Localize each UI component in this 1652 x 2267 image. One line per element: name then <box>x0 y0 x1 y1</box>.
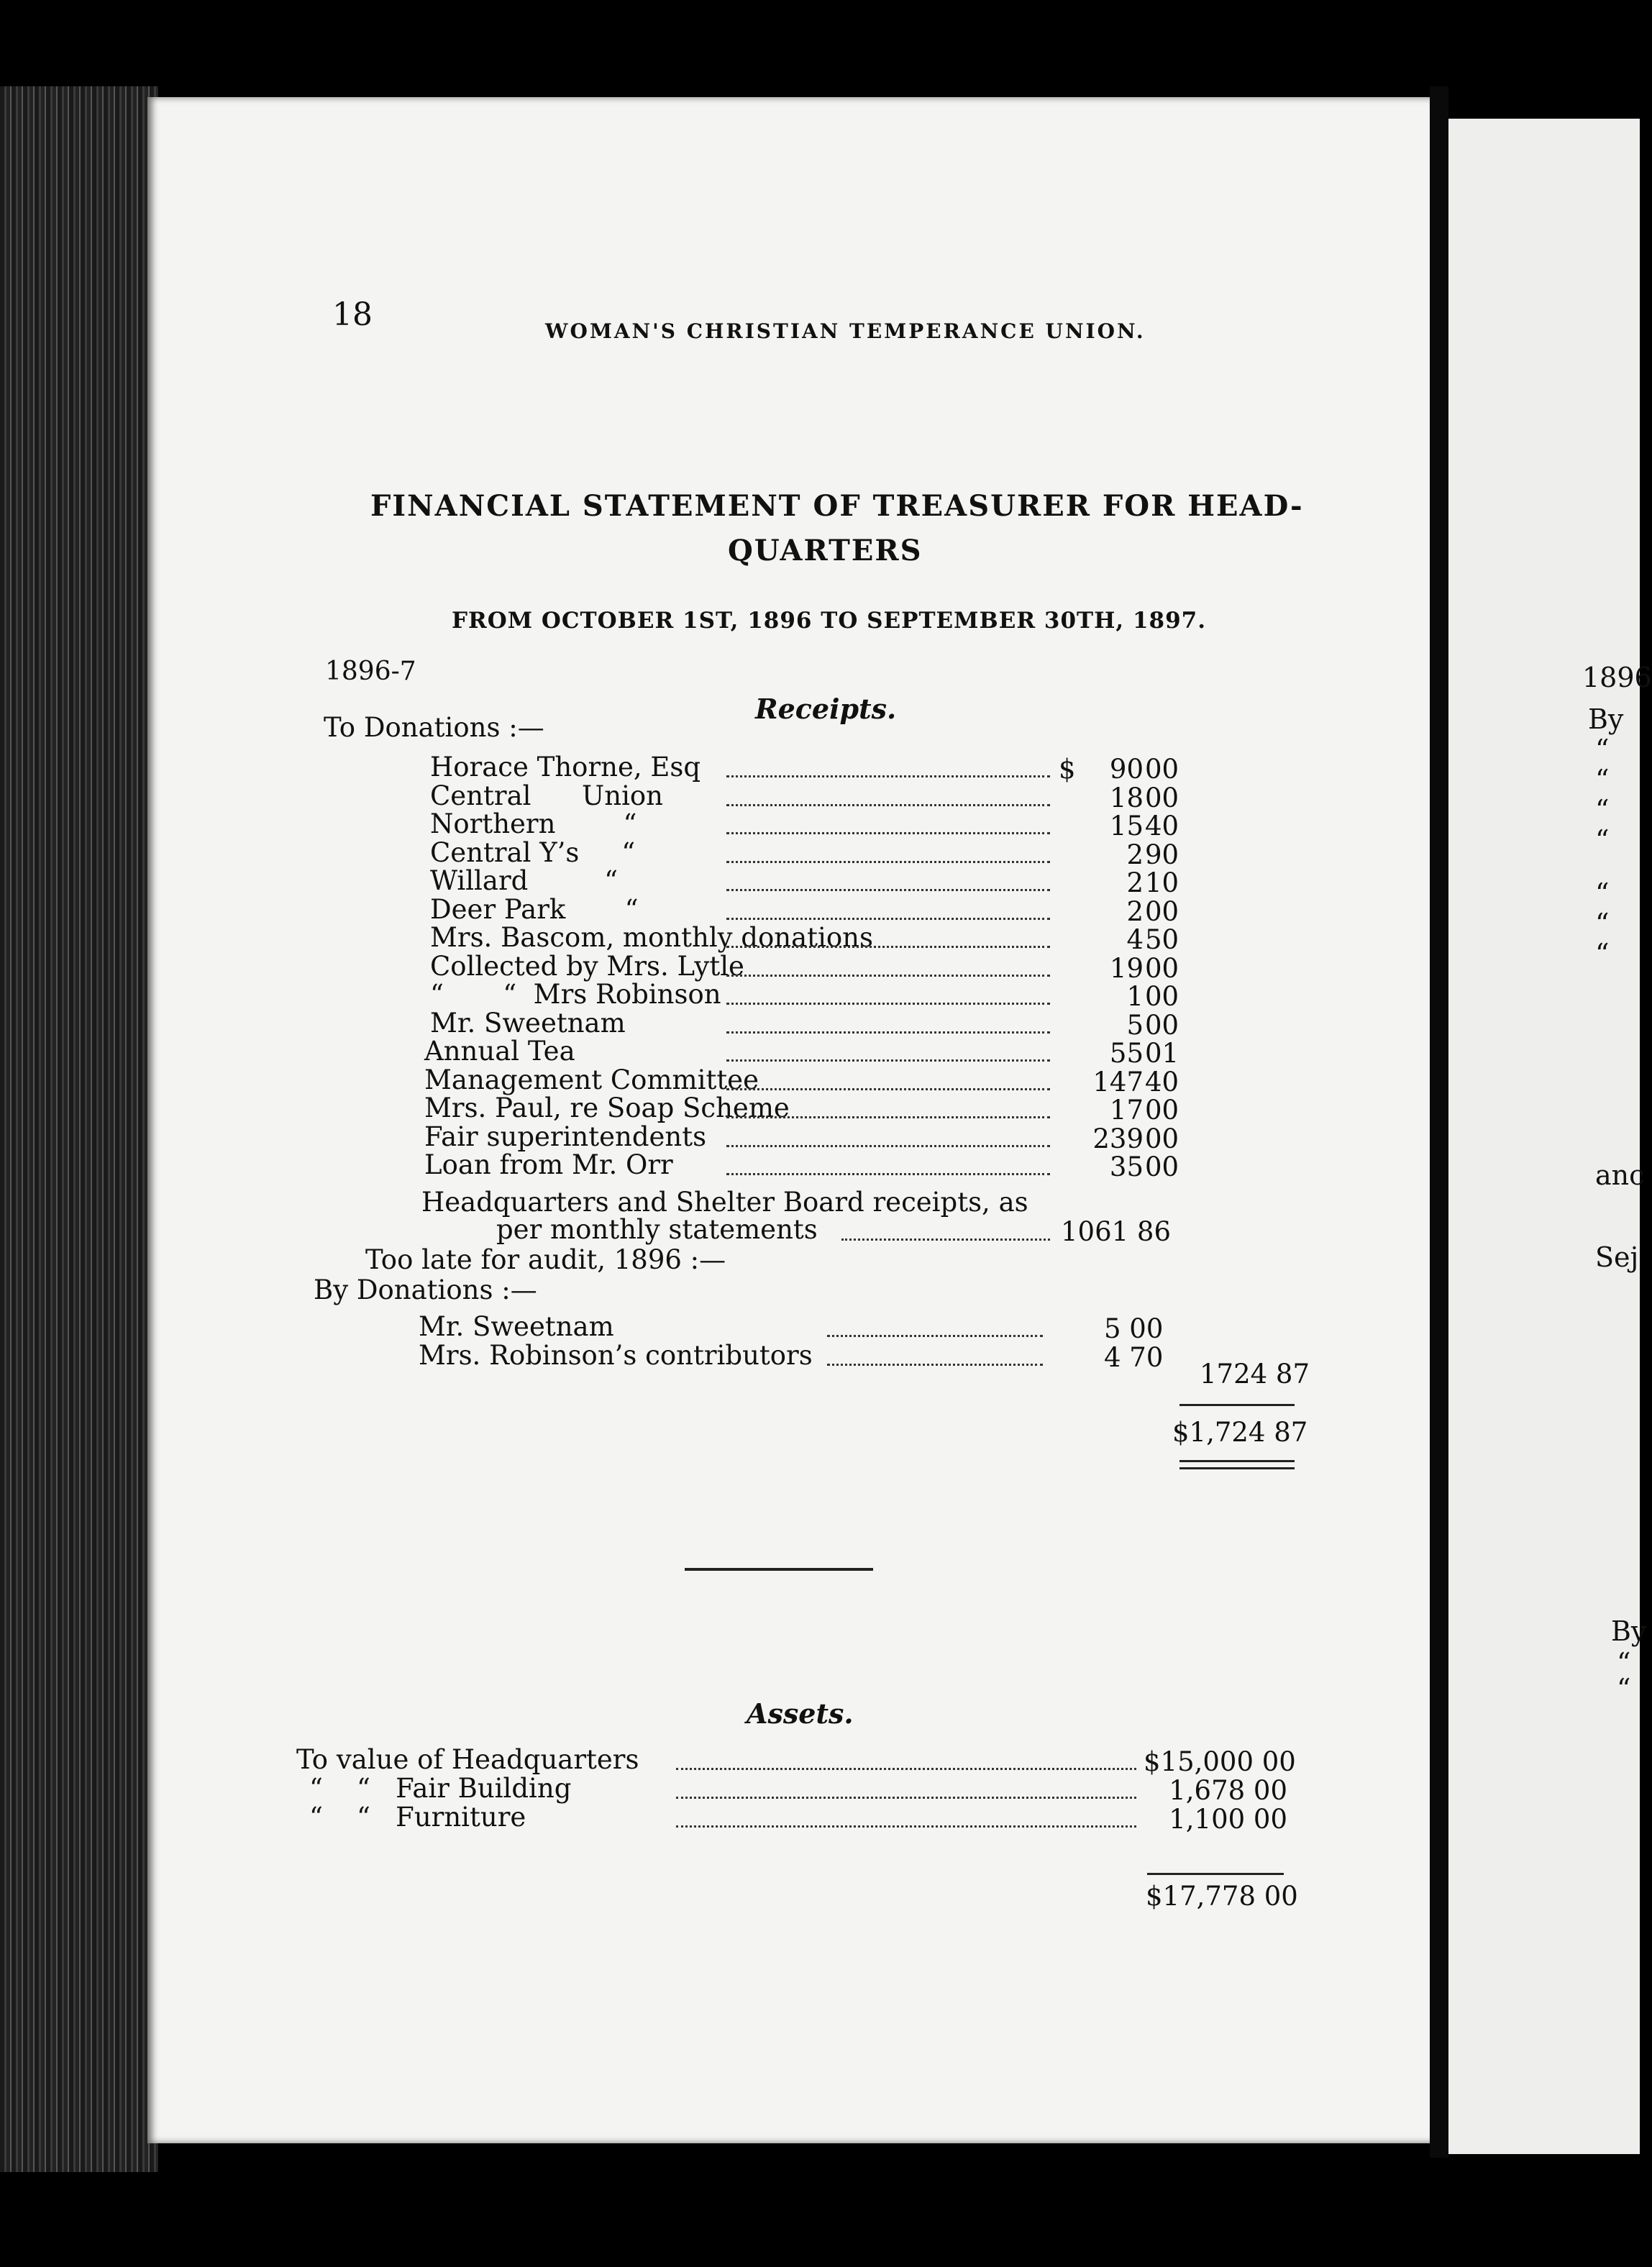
receipt-cents: 00 <box>1145 896 1179 927</box>
receipt-cents: 01 <box>1145 1038 1179 1069</box>
facing-page <box>1448 119 1640 2154</box>
receipt-dollars: 15 <box>1109 811 1144 841</box>
receipts-heading: Receipts. <box>755 693 897 725</box>
receipt-leader <box>726 832 1050 834</box>
asset-amount: $15,000 00 <box>1144 1746 1296 1777</box>
facing-page-fragment: “ <box>1595 908 1610 939</box>
receipt-leader <box>726 1059 1050 1062</box>
book-edge <box>0 86 158 2172</box>
subtitle: FROM OCTOBER 1ST, 1896 TO SEPTEMBER 30TH, 1897. <box>452 608 1207 634</box>
receipt-label: Willard “ <box>430 865 619 896</box>
receipt-label: Mrs. Bascom, monthly donations <box>430 922 873 953</box>
receipt-label: Horace Thorne, Esq <box>430 752 701 783</box>
facing-page-fragment: By <box>1611 1615 1647 1647</box>
facing-page-fragment: “ <box>1595 824 1610 856</box>
facing-page-year: 1896 <box>1582 662 1652 693</box>
receipt-dollars: 55 <box>1109 1038 1144 1069</box>
receipt-dollars: 18 <box>1109 783 1144 813</box>
receipt-cents: 40 <box>1145 811 1179 841</box>
by-donations-label: By Donations :— <box>314 1274 537 1305</box>
receipt-label: Central Union <box>430 780 664 811</box>
receipt-cents: 00 <box>1145 754 1179 785</box>
receipt-leader <box>726 975 1050 977</box>
late-item-leader <box>827 1364 1043 1366</box>
late-item-amount: 5 00 <box>1104 1313 1164 1344</box>
asset-amount: 1,678 00 <box>1169 1775 1287 1806</box>
book-gutter <box>1430 86 1448 2158</box>
receipt-cents: 00 <box>1145 953 1179 984</box>
facing-page-fragment: “ <box>1595 734 1610 765</box>
receipt-dollar-sign: $ <box>1059 754 1076 785</box>
receipt-label: Collected by Mrs. Lytle <box>430 951 744 982</box>
facing-page-fragment: “ <box>1595 764 1610 795</box>
receipt-cents: 50 <box>1145 924 1179 955</box>
section-divider <box>685 1568 873 1571</box>
subtotal-rule <box>1179 1404 1295 1406</box>
receipt-leader <box>726 1145 1050 1147</box>
receipt-dollars: 2 <box>1126 867 1144 898</box>
title-line-1: FINANCIAL STATEMENT OF TREASURER FOR HEAD- <box>370 489 1304 523</box>
receipt-cents: 00 <box>1145 1010 1179 1041</box>
receipt-cents: 00 <box>1145 1095 1179 1126</box>
receipt-leader <box>726 1031 1050 1034</box>
facing-page-fragment: “ <box>1595 877 1610 909</box>
facing-page-fragment: “ <box>1617 1647 1631 1679</box>
receipt-dollars: 5 <box>1126 1010 1144 1041</box>
receipt-cents: 00 <box>1145 783 1179 813</box>
page-number: 18 <box>332 296 373 333</box>
receipt-label: Management Committee <box>424 1064 759 1095</box>
late-item-amount: 4 70 <box>1104 1342 1164 1373</box>
receipt-leader <box>726 775 1050 777</box>
receipt-leader <box>726 1003 1050 1005</box>
receipt-dollars: 4 <box>1126 924 1144 955</box>
assets-total: $17,778 00 <box>1146 1881 1298 1912</box>
receipt-label: Northern “ <box>430 808 637 839</box>
receipt-label: Fair superintendents <box>424 1121 707 1152</box>
receipt-dollars: 2 <box>1126 839 1144 870</box>
asset-leader <box>676 1825 1136 1828</box>
facing-page-fragment: “ <box>1595 938 1610 970</box>
receipt-leader <box>726 1088 1050 1090</box>
total: $1,724 87 <box>1172 1417 1308 1448</box>
receipt-cents: 40 <box>1145 1067 1179 1098</box>
to-donations-label: To Donations :— <box>324 712 544 743</box>
late-item-label: Mr. Sweetnam <box>419 1311 614 1342</box>
receipt-cents: 90 <box>1145 839 1179 870</box>
receipt-label: Loan from Mr. Orr <box>424 1149 673 1180</box>
receipt-leader <box>726 1173 1050 1175</box>
asset-leader <box>676 1768 1136 1770</box>
receipt-cents: 00 <box>1145 1123 1179 1154</box>
receipt-label: “ “ Mrs Robinson <box>430 979 721 1010</box>
receipt-leader <box>726 918 1050 920</box>
too-late-label: Too late for audit, 1896 :— <box>365 1244 726 1275</box>
total-rule-1 <box>1179 1460 1295 1462</box>
receipt-cents: 00 <box>1145 1151 1179 1182</box>
assets-total-rule <box>1147 1873 1284 1875</box>
receipt-dollars: 35 <box>1109 1151 1144 1182</box>
late-item-leader <box>827 1335 1043 1337</box>
assets-heading: Assets. <box>747 1697 854 1730</box>
receipt-leader <box>726 1116 1050 1118</box>
total-rule-2 <box>1179 1467 1295 1469</box>
late-item-label: Mrs. Robinson’s contributors <box>419 1340 813 1371</box>
receipt-leader <box>726 804 1050 806</box>
facing-page-fragment: anc <box>1595 1159 1645 1191</box>
receipt-cents: 10 <box>1145 867 1179 898</box>
asset-label: “ “ Fair Building <box>309 1773 572 1804</box>
receipt-dollars: 2 <box>1126 896 1144 927</box>
hq-amount: 1061 86 <box>1061 1216 1172 1247</box>
receipt-dollars: 1 <box>1126 981 1144 1012</box>
receipt-dollars: 19 <box>1109 953 1144 984</box>
asset-label: “ “ Furniture <box>309 1802 526 1833</box>
asset-leader <box>676 1797 1136 1799</box>
hq-leader <box>841 1239 1050 1241</box>
facing-page-fragment: By <box>1588 703 1624 735</box>
hq-receipts-line-1: Headquarters and Shelter Board receipts, as <box>421 1187 1028 1218</box>
receipt-label: Deer Park “ <box>430 894 639 925</box>
receipt-dollars: 17 <box>1109 1095 1144 1126</box>
receipt-leader <box>726 861 1050 863</box>
receipt-leader <box>726 946 1050 948</box>
asset-label: To value of Headquarters <box>296 1744 639 1775</box>
receipt-leader <box>726 889 1050 891</box>
receipt-label: Annual Tea <box>424 1036 575 1067</box>
facing-page-fragment: “ <box>1617 1673 1631 1705</box>
receipt-dollars: 90 <box>1109 754 1144 785</box>
hq-receipts-line-2: per monthly statements <box>496 1214 818 1245</box>
facing-page-fragment: “ <box>1595 794 1610 826</box>
receipt-label: Mrs. Paul, re Soap Scheme <box>424 1093 790 1123</box>
receipt-cents: 00 <box>1145 981 1179 1012</box>
running-head: WOMAN'S CHRISTIAN TEMPERANCE UNION. <box>545 319 1146 343</box>
fiscal-year: 1896-7 <box>325 657 416 686</box>
title-line-2: QUARTERS <box>728 534 923 567</box>
receipt-label: Mr. Sweetnam <box>430 1008 626 1039</box>
subtotal: 1724 87 <box>1200 1359 1310 1390</box>
facing-page-fragment: Sej <box>1595 1241 1639 1273</box>
receipt-label: Central Y’s “ <box>430 837 636 868</box>
asset-amount: 1,100 00 <box>1169 1804 1287 1835</box>
receipt-dollars: 239 <box>1092 1123 1144 1154</box>
receipt-dollars: 147 <box>1092 1067 1144 1098</box>
